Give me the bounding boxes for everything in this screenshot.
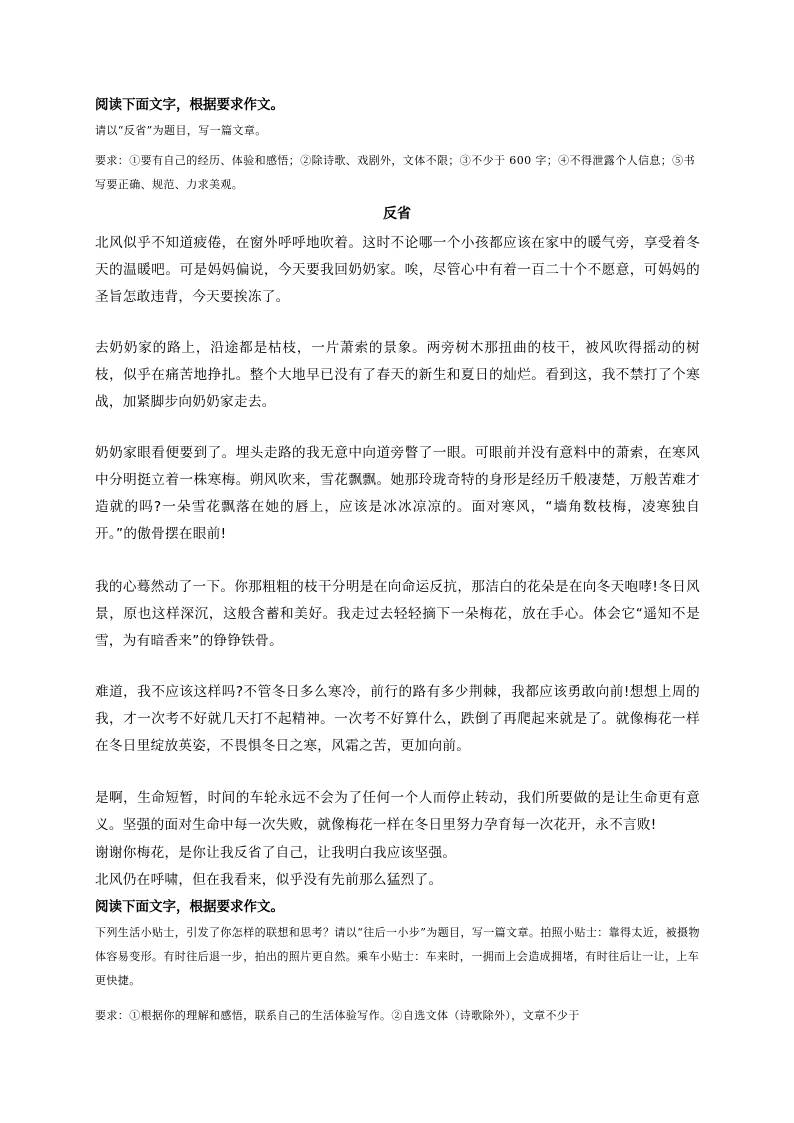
essay-paragraph-2: 去奶奶家的路上，沿途都是枯枝，一片萧索的景象。两旁树木那扭曲的枝干，被风吹得摇动的树枝，似乎在痛苦地挣扎。整个大地早已没有了春天的新生和夏日的灿烂。看到这，我不禁打了个寒战，加紧脚步向奶奶家走去。 (95, 340, 700, 410)
section2-prompt: 下列生活小贴士，引发了你怎样的联想和思考？请以“往后一小步”为题目，写一篇文章。拍照小贴士：靠得太近，被摄物体容易变形。有时往后退一步，拍出的照片更自然。乘车小贴士：车来时，一拥而上会造成拥堵，有时往后让一让，上车更快捷。 (95, 926, 700, 987)
section1-heading: 阅读下面文字，根据要求作文。 (95, 97, 284, 113)
essay-paragraph-5: 难道，我不应该这样吗?不管冬日多么寒冷，前行的路有多少荆棘，我都应该勇敢向前!想想上周的我，才一次考不好就几天打不起精神。一次考不好算什么，跌倒了再爬起来就是了。就像梅花一样在冬日里绽放英姿，不畏惧冬日之寒，风霜之苦，更加向前。 (95, 684, 700, 754)
essay-closing-1: 谢谢你梅花，是你让我反省了自己，让我明白我应该坚强。 (95, 845, 457, 861)
essay-paragraph-3: 奶奶家眼看便要到了。埋头走路的我无意中向道旁瞥了一眼。可眼前并没有意料中的萧索，在寒风中分明挺立着一株寒梅。朔风吹来，雪花飘飘。她那玲珑奇特的身形是经历千般凄楚，万般苦难才造就的吗?一朵雪花飘落在她的唇上，应该是冰冰凉凉的。面对寒风，“墙角数枝梅，凌寒独自开。”的傲骨摆在眼前! (95, 445, 700, 542)
section2-heading: 阅读下面文字，根据要求作文。 (95, 899, 284, 915)
section2-requirements: 要求：①根据你的理解和感悟，联系自己的生活体验写作。②自选文体（诗歌除外），文章不少于 (95, 1009, 580, 1022)
essay-title: 反省 (383, 206, 411, 222)
essay-paragraph-4: 我的心蓦然动了一下。你那粗粗的枝干分明是在向命运反抗，那洁白的花朵是在向冬天咆哮!冬日风景，原也这样深沉，这般含蓄和美好。我走过去轻轻摘下一朵梅花，放在手心。体会它“遥知不是雪，为有暗香来”的铮铮铁骨。 (95, 579, 700, 649)
section1-requirements: 要求：①要有自己的经历、体验和感悟；②除诗歌、戏剧外，文体不限；③不少于 600 字；④不得泄露个人信息；⑤书写要正确、规范、力求美观。 (95, 154, 695, 191)
essay-closing-2: 北风仍在呼啸，但在我看来，似乎没有先前那么猛烈了。 (95, 872, 443, 888)
section1-prompt: 请以“反省”为题目，写一篇文章。 (95, 124, 267, 137)
essay-paragraph-6: 是啊，生命短暂，时间的车轮永远不会为了任何一个人而停止转动，我们所要做的是让生命更有意义。坚强的面对生命中每一次失败，就像梅花一样在冬日里努力孕育每一次花开，永不言败! (95, 790, 700, 833)
essay-paragraph-1: 北风似乎不知道疲倦，在窗外呼呼地吹着。这时不论哪一个小孩都应该在家中的暖气旁，享受着冬天的温暖吧。可是妈妈偏说，今天要我回奶奶家。唉，尽管心中有着一百二十个不愿意，可妈妈的圣旨怎敢违背，今天要挨冻了。 (95, 235, 700, 305)
